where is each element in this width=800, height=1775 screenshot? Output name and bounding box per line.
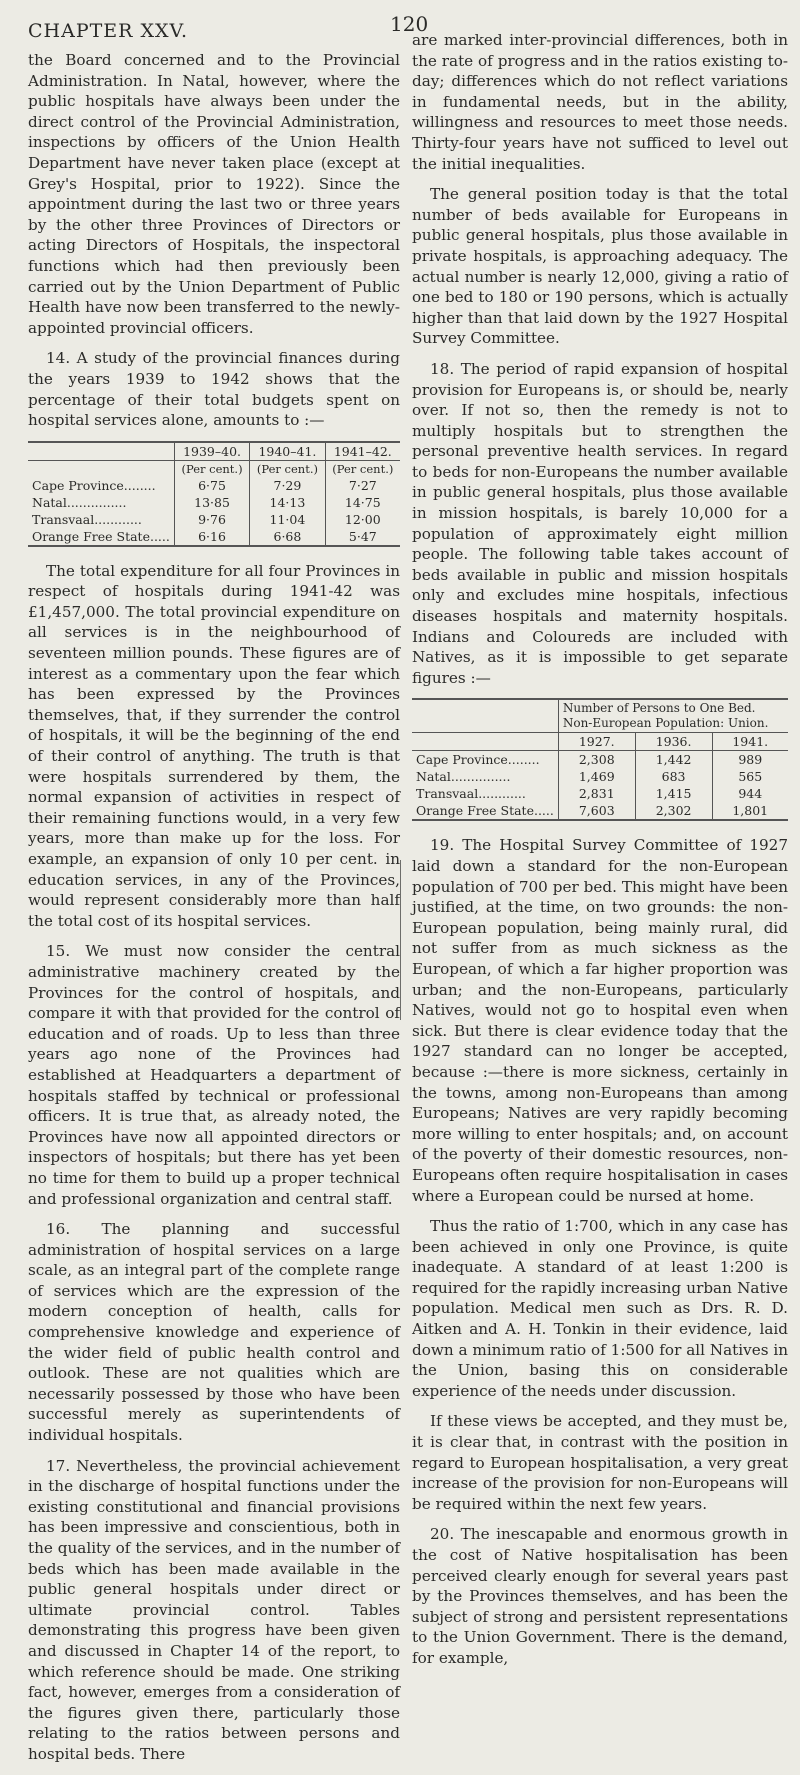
column-divider — [400, 860, 401, 1020]
cell-value: 989 — [712, 751, 788, 769]
unit-label: (Per cent.) — [174, 460, 249, 477]
column-header: 1927. — [558, 733, 635, 751]
table-corner — [28, 442, 174, 461]
paragraph-17: 17. Nevertheless, the provincial achievement in the discharge of hospital functions under the existing constitutional and financial provisions has been impressive and conscientious, both in the quality of the services, and in the number of beds which has been made available in the public general hospitals under direct or ultimate provincial control. Tables demonstrating this progress have been given and discussed in Chapter 14 of the report, to which reference should be made. One striking fact, however, emerges from a consideration of the figures given there, particularly those relating to the ratios between persons and hospital beds. There — [28, 1456, 400, 1763]
paragraph-19-conclusion: If these views be accepted, and they must be, it is clear that, in contrast with the position in regard to European hospitalisation, a very great increase of the provision for non-Europeans will be required within the next few years. — [412, 1412, 788, 1513]
row-label: Cape Province........ — [32, 477, 156, 493]
paragraph-18: 18. The period of rapid expansion of hospital provision for Europeans is, or should be, nearly over. If not so, then the remedy is not to multiply hospitals but to strengthen the personal preventive health services. In regard to beds for non-Europeans the number available in public general hospitals, plus those available in mission hospitals, is barely 10,000 for a population of approximately eight million people. The following table takes account of beds available in public and mission hospitals only and excludes mine hospitals, infectious diseases hospitals and maternity hospitals. Indians and Coloureds are included with Natives, as it is impossible to get separate figures :— — [412, 359, 788, 687]
cell-value: 944 — [712, 785, 788, 802]
paragraph-14: 14. A study of the provincial finances during the years 1939 to 1942 shows that the percentage of their total budgets spent on hospital services alone, amounts to :— — [28, 349, 400, 430]
unit-label: (Per cent.) — [325, 460, 400, 477]
cell-value: 6·16 — [174, 528, 249, 546]
paragraph-13-continued: the Board concerned and to the Provincial Administration. In Natal, however, where the public hospitals have always been under the direct control of the Provincial Administration, inspections by officers of the Union Health Department have never taken place (except at Grey's Hospital, prior to 1922). Since the appointment during the last two or three years by the other three Provinces of Directors or acting Directors of Hospitals, the inspectoral functions which had then previously been carried out by the Union Department of Public Health have now been transferred to the newly-appointed provincial officers. — [28, 51, 400, 337]
cell-value: 12·00 — [325, 511, 400, 528]
cell-value: 9·76 — [174, 511, 249, 528]
page-number: 120 — [390, 12, 429, 36]
column-header: 1940–41. — [250, 442, 325, 461]
cell-value: 14·75 — [325, 494, 400, 511]
row-label: Transvaal............ — [32, 511, 142, 527]
cell-value: 2,302 — [635, 802, 712, 820]
row-label: Natal............... — [416, 769, 511, 785]
chapter-heading: CHAPTER XXV. — [28, 20, 188, 42]
cell-value: 7·29 — [250, 477, 325, 494]
row-label: Transvaal............ — [416, 786, 526, 802]
paragraph-19-ratio: Thus the ratio of 1:700, which in any case has been achieved in only one Province, is quite inadequate. A standard of at least 1:200 is required for the rapidly increasing urban Native population. Medical men such as Drs. R. D. Aitken and A. H. Tonkin in their evidence, laid down a minimum ratio of 1:500 for all Natives in the Union, basing this on considerable experience of the needs under discussion. — [412, 1217, 788, 1400]
paragraph-16: 16. The planning and successful administration of hospital services on a large scale, as an integral part of the complete range of services which are the expression of the modern conception of health, calls for comprehensive knowledge and experience of the wider field of public health control and outlook. These are not qualities which are necessarily possessed by those who have been successful merely as superintendents of individual hospitals. — [28, 1220, 400, 1445]
table-caption: Number of Persons to One Bed. Non-European Population: Union. — [558, 699, 788, 733]
paragraph-20: 20. The inescapable and enormous growth in the cost of Native hospitalisation has been perceived clearly enough for several years past by the Provinces themselves, and has been the subject of strong and persistent representations to the Union Government. There is the demand, for example, — [412, 1525, 788, 1667]
persons-per-bed-table — [412, 698, 788, 821]
row-label: Orange Free State..... — [32, 528, 170, 544]
table-row — [28, 477, 400, 494]
table-corner — [28, 460, 174, 477]
cell-value: 14·13 — [250, 494, 325, 511]
table-row — [28, 511, 400, 528]
hospital-budget-table — [28, 441, 400, 547]
row-label: Natal............... — [32, 494, 127, 510]
table-row — [28, 494, 400, 511]
cell-value: 1,801 — [712, 802, 788, 820]
row-label: Orange Free State..... — [416, 803, 554, 819]
cell-value: 2,831 — [558, 785, 635, 802]
paragraph-15: 15. We must now consider the central administrative machinery created by the Provinces for the control of hospitals, and compare it with that provided for the control of education and of roads. Up to less than three years ago none of the Provinces had established at Headquarters a department of hospitals staffed by technical or professional officers. It is true that, as already noted, the Provinces have now all appointed directors or inspectors of hospitals; but there has yet been no time for them to build up a proper technical and professional organization and central staff. — [28, 942, 400, 1208]
table-row — [412, 768, 788, 785]
table-row — [28, 528, 400, 546]
cell-value: 1,442 — [635, 751, 712, 769]
column-header: 1939–40. — [174, 442, 249, 461]
cell-value: 7,603 — [558, 802, 635, 820]
table-row — [412, 751, 788, 769]
cell-value: 565 — [712, 768, 788, 785]
cell-value: 2,308 — [558, 751, 635, 769]
cell-value: 1,469 — [558, 768, 635, 785]
cell-value: 13·85 — [174, 494, 249, 511]
cell-value: 11·04 — [250, 511, 325, 528]
unit-label: (Per cent.) — [250, 460, 325, 477]
table-row — [412, 785, 788, 802]
cell-value: 6·68 — [250, 528, 325, 546]
left-column — [28, 50, 400, 1775]
cell-value: 7·27 — [325, 477, 400, 494]
cell-value: 6·75 — [174, 477, 249, 494]
paragraph-17-continued: are marked inter-provincial differences, both in the rate of progress and in the ratios existing to-day; differences which do not reflect variations in fundamental needs, but in the ability, willingness and resources to meet those needs. Thirty-four years have not sufficed to level out the initial inequalities. — [412, 31, 788, 173]
table-row — [412, 802, 788, 820]
table-corner — [412, 733, 558, 751]
paragraph-19: 19. The Hospital Survey Committee of 1927 laid down a standard for the non-European population of 700 per bed. This might have been justified, at the time, on two grounds: the non-European population, being mainly rural, did not suffer from as much sickness as the European, of which a far higher proportion was urban; and the non-Europeans, particularly Natives, would not go to hospital even when sick. But there is clear evidence today that the 1927 standard can no longer be accepted, because :—there is more sickness, certainly in the towns, among non-Europeans than among Europeans; Natives are very rapidly becoming more willing to enter hospitals; and, on account of the poverty of their domestic resources, non-Europeans often require hospitalisation in cases where a European could be nursed at home. — [412, 836, 788, 1205]
column-header: 1941. — [712, 733, 788, 751]
row-label: Cape Province........ — [416, 752, 540, 768]
cell-value: 1,415 — [635, 785, 712, 802]
right-column — [412, 30, 788, 1679]
table-corner — [412, 699, 558, 733]
cell-value: 5·47 — [325, 528, 400, 546]
paragraph-17-general-position: The general position today is that the total number of beds available for Europeans in public general hospitals, plus those available in private hospitals, is approaching adequacy. The actual number is nearly 12,000, giving a ratio of one bed to 180 or 190 persons, which is actually higher than that laid down by the 1927 Hospital Survey Committee. — [412, 185, 788, 348]
cell-value: 683 — [635, 768, 712, 785]
column-header: 1936. — [635, 733, 712, 751]
paragraph-14-continued: The total expenditure for all four Provinces in respect of hospitals during 1941-42 was £1,457,000. The total provincial expenditure on all services is in the neighbourhood of seventeen million pounds. These figures are of interest as a commentary upon the fear which has been expressed by the Provinces themselves, that, if they surrender the control of hospitals, it will be the beginning of the end of their control of anything. The truth is that were hospitals surrendered by them, the normal expansion of activities in respect of their remaining functions would, in a very few years, more than make up for the loss. For example, an expansion of only 10 per cent. in education services, in any of the Provinces, would represent considerably more than half the total cost of its hospital services. — [28, 561, 400, 930]
column-header: 1941–42. — [325, 442, 400, 461]
